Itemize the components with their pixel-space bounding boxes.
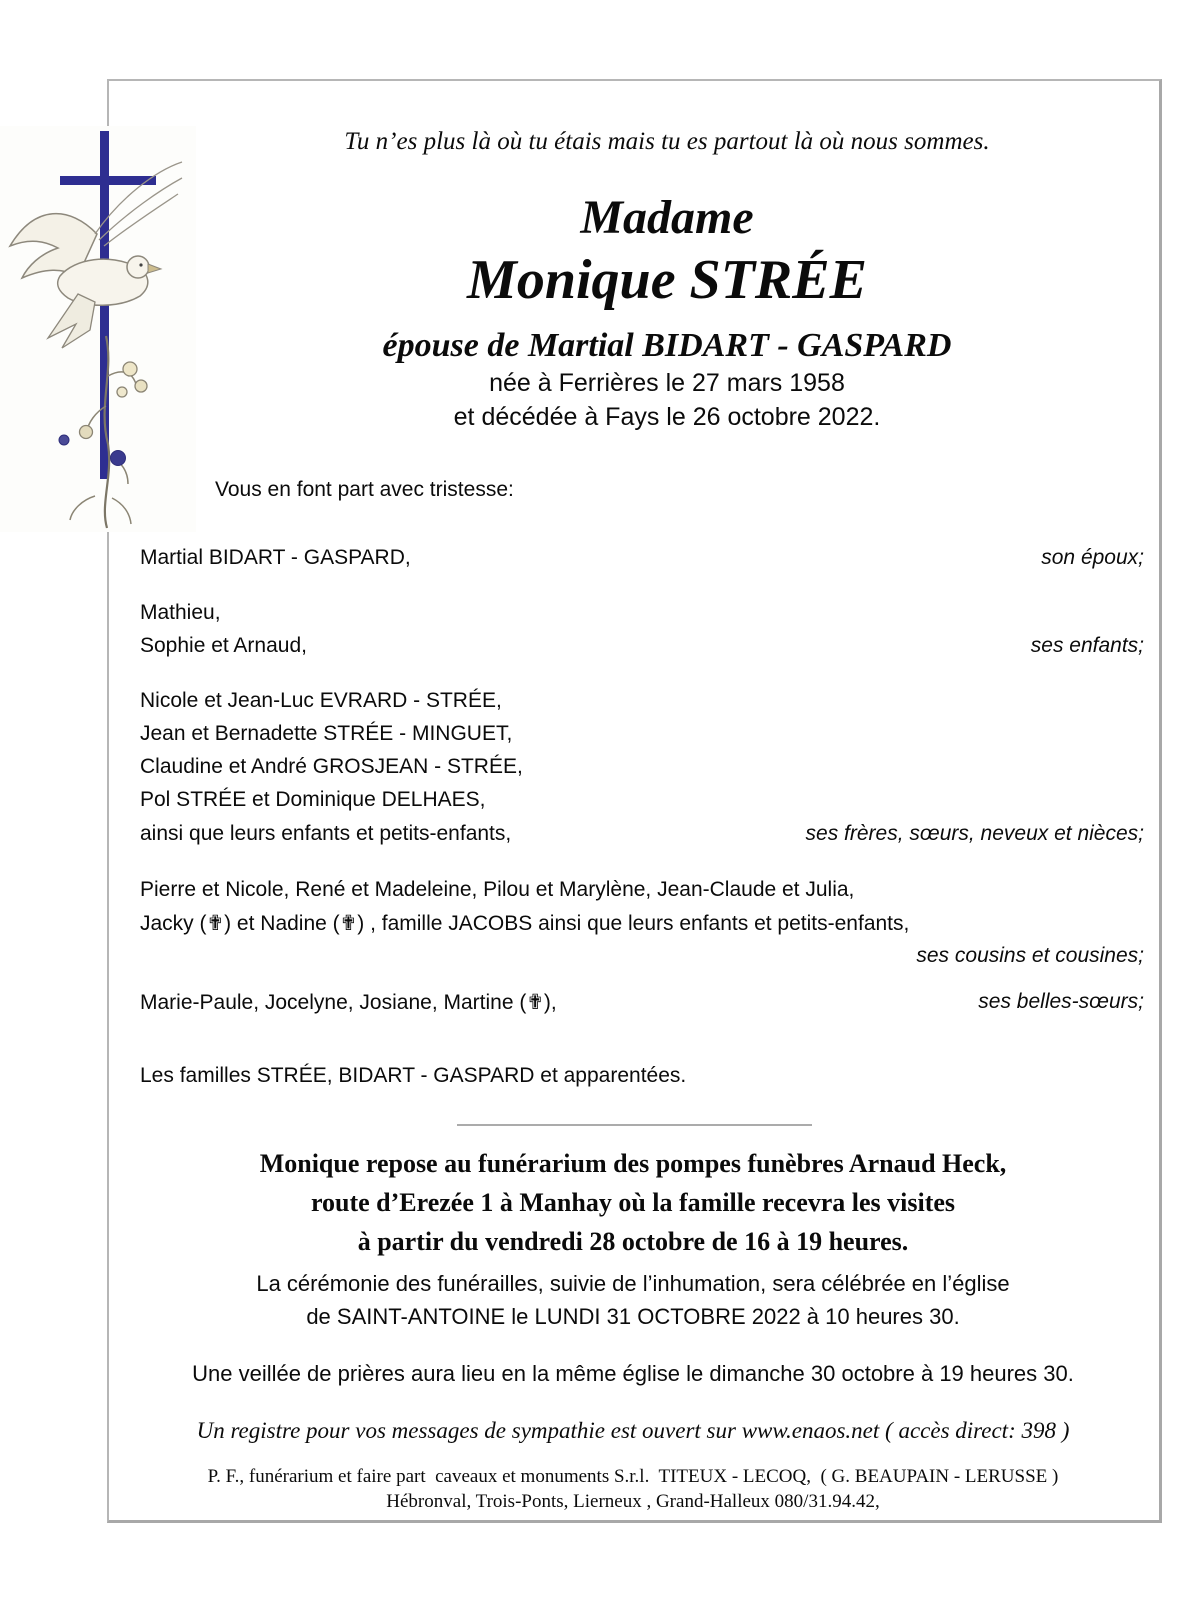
family-line	[140, 601, 1144, 625]
funeral-home-line: route d’Erezée 1 à Manhay où la famille recevra les visites	[310, 1188, 956, 1217]
family-line	[140, 788, 1144, 812]
family-names: Sophie et Arnaud,	[140, 634, 307, 657]
family-line	[140, 689, 1144, 713]
family-line	[140, 755, 1144, 779]
service-line: La cérémonie des funérailles, suivie de l’inhumation, sera célébrée en l’église	[256, 1271, 1010, 1296]
family-names: Mathieu,	[140, 601, 221, 624]
family-names: Pol STRÉE et Dominique DELHAES,	[140, 788, 486, 811]
funeral-home-line: à partir du vendredi 28 octobre de 16 à 19 heures.	[357, 1227, 909, 1256]
cross-and-dove-illustration	[0, 126, 196, 532]
death-line: et décédée à Fays le 26 octobre 2022.	[453, 403, 881, 431]
announcement-intro: Vous en font part avec tristesse:	[215, 478, 514, 501]
cross-and-dove-svg	[0, 126, 196, 532]
relation-label: ses belles-sœurs;	[978, 990, 1144, 1013]
memorial-quote: Tu n’es plus là où tu étais mais tu es partout là où nous sommes.	[344, 128, 990, 155]
family-line	[140, 878, 1144, 902]
family-line	[140, 546, 1144, 570]
register-line: Un registre pour vos messages de sympathie est ouvert sur www.enaos.net ( accès direct: 398 )	[196, 1418, 1070, 1443]
relation-label: ses enfants;	[1030, 634, 1144, 657]
footer-address: Hébronval, Trois-Ponts, Lierneux , Grand-Halleux 080/31.94.42,	[386, 1491, 880, 1512]
section-divider	[457, 1124, 812, 1126]
family-names: Claudine et André GROSJEAN - STRÉE,	[140, 755, 523, 778]
family-line	[140, 722, 1144, 746]
title-madame: Madame	[580, 191, 754, 244]
footer-funeral-home: P. F., funérarium et faire part caveaux et monuments S.r.l. TITEUX - LECOQ, ( G. BEAUPAIN - LERUSSE )	[207, 1466, 1059, 1487]
family-names: Les familles STRÉE, BIDART - GASPARD et apparentées.	[140, 1064, 687, 1087]
family-names: Jean et Bernadette STRÉE - MINGUET,	[140, 722, 513, 745]
family-names: ainsi que leurs enfants et petits-enfants,	[140, 822, 512, 845]
family-names: Nicole et Jean-Luc EVRARD - STRÉE,	[140, 689, 502, 712]
family-line	[140, 634, 1144, 658]
relation-label: son époux;	[1041, 546, 1144, 569]
service-line: de SAINT-ANTOINE le LUNDI 31 OCTOBRE 2022 à 10 heures 30.	[306, 1304, 960, 1329]
birth-line: née à Ferrières le 27 mars 1958	[489, 369, 845, 397]
relation-label: ses cousins et cousines;	[916, 944, 1144, 967]
family-line	[140, 1064, 1144, 1088]
relation-label: ses frères, sœurs, neveux et nièces;	[805, 822, 1144, 845]
family-names: Marie-Paule, Jocelyne, Josiane, Martine (✟),	[140, 991, 557, 1014]
family-line	[140, 911, 1144, 936]
funeral-home-line: Monique repose au funérarium des pompes funèbres Arnaud Heck,	[259, 1149, 1007, 1178]
family-line	[140, 822, 1144, 846]
family-names: Martial BIDART - GASPARD,	[140, 546, 411, 569]
family-names: Jacky (✟) et Nadine (✟) , famille JACOBS ainsi que leurs enfants et petits-enfants,	[140, 912, 910, 935]
family-line	[140, 990, 1144, 1015]
vigil-line: Une veillée de prières aura lieu en la même église le dimanche 30 octobre à 19 heures 30.	[192, 1361, 1074, 1386]
family-names: Pierre et Nicole, René et Madeleine, Pilou et Marylène, Jean-Claude et Julia,	[140, 878, 855, 901]
deceased-name: Monique STRÉE	[467, 249, 867, 311]
spouse-line: épouse de Martial BIDART - GASPARD	[382, 327, 952, 364]
